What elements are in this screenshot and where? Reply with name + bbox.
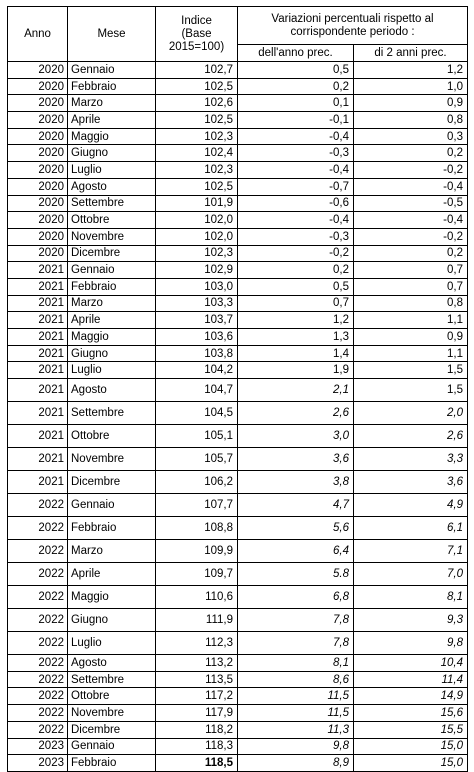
cell-anno: 2020 (8, 62, 68, 79)
cell-var-anno-prec: 9,8 (238, 738, 354, 755)
cell-var-due-anni-prec: 1,2 (354, 62, 468, 79)
cell-indice: 104,2 (156, 362, 238, 379)
cell-var-anno-prec: 1,9 (238, 362, 354, 379)
cell-anno: 2021 (8, 295, 68, 312)
cell-anno: 2022 (8, 632, 68, 655)
cell-indice: 112,3 (156, 632, 238, 655)
cell-var-due-anni-prec: 8,1 (354, 586, 468, 609)
cell-anno: 2022 (8, 494, 68, 517)
cell-var-due-anni-prec: 0,9 (354, 95, 468, 112)
cell-var-due-anni-prec: 14,9 (354, 688, 468, 705)
cell-indice: 103,8 (156, 345, 238, 362)
cell-mese: Agosto (68, 178, 156, 195)
cell-indice: 103,3 (156, 295, 238, 312)
cell-anno: 2022 (8, 688, 68, 705)
cell-var-anno-prec: 1,4 (238, 345, 354, 362)
table-row (8, 448, 468, 471)
cell-var-due-anni-prec: 0,2 (354, 145, 468, 162)
table-row (8, 609, 468, 632)
cell-anno: 2022 (8, 609, 68, 632)
table-row (8, 178, 468, 195)
cell-mese: Giugno (68, 145, 156, 162)
cell-var-anno-prec: 1,3 (238, 329, 354, 346)
cell-var-anno-prec: 0,7 (238, 295, 354, 312)
table-row (8, 78, 468, 95)
cell-var-due-anni-prec: 2,6 (354, 425, 468, 448)
cell-var-due-anni-prec: 0,8 (354, 295, 468, 312)
cell-indice: 102,3 (156, 245, 238, 262)
cell-var-anno-prec: -0,4 (238, 212, 354, 229)
cell-var-due-anni-prec: 1,1 (354, 312, 468, 329)
table-row (8, 295, 468, 312)
index-table (7, 6, 468, 772)
cell-mese: Maggio (68, 128, 156, 145)
cell-mese: Ottobre (68, 688, 156, 705)
cell-var-due-anni-prec: -0,2 (354, 228, 468, 245)
cell-mese: Novembre (68, 705, 156, 722)
cell-anno: 2022 (8, 517, 68, 540)
cell-anno: 2021 (8, 448, 68, 471)
cell-var-anno-prec: 3,8 (238, 471, 354, 494)
table-row (8, 425, 468, 448)
table-row (8, 471, 468, 494)
cell-indice: 102,3 (156, 128, 238, 145)
cell-anno: 2021 (8, 379, 68, 402)
table-row (8, 329, 468, 346)
cell-mese: Febbraio (68, 78, 156, 95)
table-body (8, 62, 468, 772)
table-row (8, 312, 468, 329)
header-anno-prec: dell'anno prec. (238, 45, 354, 62)
cell-anno: 2021 (8, 262, 68, 279)
cell-indice: 104,7 (156, 379, 238, 402)
cell-mese: Aprile (68, 112, 156, 129)
table-row (8, 128, 468, 145)
table-row (8, 494, 468, 517)
index-table-container (7, 6, 467, 772)
table-row (8, 379, 468, 402)
cell-var-anno-prec: 11,5 (238, 705, 354, 722)
cell-indice: 102,5 (156, 112, 238, 129)
cell-mese: Aprile (68, 312, 156, 329)
cell-indice: 102,5 (156, 78, 238, 95)
header-variazioni-line2: corrispondente periodo : (290, 25, 415, 38)
cell-var-due-anni-prec: 9,8 (354, 632, 468, 655)
cell-indice: 102,0 (156, 228, 238, 245)
cell-var-due-anni-prec: 1,5 (354, 362, 468, 379)
cell-var-anno-prec: -0,6 (238, 195, 354, 212)
cell-mese: Aprile (68, 563, 156, 586)
cell-indice: 101,9 (156, 195, 238, 212)
cell-anno: 2023 (8, 738, 68, 755)
table-row (8, 688, 468, 705)
cell-indice: 102,5 (156, 178, 238, 195)
cell-indice: 117,2 (156, 688, 238, 705)
cell-mese: Ottobre (68, 212, 156, 229)
cell-indice: 106,2 (156, 471, 238, 494)
cell-var-anno-prec: 8,6 (238, 671, 354, 688)
cell-indice: 103,6 (156, 329, 238, 346)
table-row (8, 262, 468, 279)
table-row (8, 563, 468, 586)
cell-indice: 118,3 (156, 738, 238, 755)
cell-anno: 2020 (8, 128, 68, 145)
cell-var-due-anni-prec: 3,3 (354, 448, 468, 471)
cell-mese: Febbraio (68, 278, 156, 295)
header-anno: Anno (8, 7, 68, 62)
cell-mese: Dicembre (68, 471, 156, 494)
cell-mese: Luglio (68, 162, 156, 179)
cell-var-anno-prec: 0,2 (238, 78, 354, 95)
cell-var-anno-prec: 0,5 (238, 62, 354, 79)
cell-indice: 102,9 (156, 262, 238, 279)
table-row (8, 278, 468, 295)
cell-var-anno-prec: -0,3 (238, 145, 354, 162)
cell-indice: 118,5 (156, 755, 238, 772)
cell-var-due-anni-prec: -0,4 (354, 178, 468, 195)
cell-anno: 2020 (8, 78, 68, 95)
header-mese: Mese (68, 7, 156, 62)
cell-var-due-anni-prec: 15,6 (354, 705, 468, 722)
cell-anno: 2020 (8, 178, 68, 195)
cell-indice: 113,2 (156, 655, 238, 672)
cell-mese: Dicembre (68, 721, 156, 738)
cell-var-anno-prec: 2,1 (238, 379, 354, 402)
table-row (8, 738, 468, 755)
header-due-anni-prec: di 2 anni prec. (354, 45, 468, 62)
cell-indice: 107,7 (156, 494, 238, 517)
cell-mese: Gennaio (68, 494, 156, 517)
table-row (8, 228, 468, 245)
table-row (8, 245, 468, 262)
table-row (8, 540, 468, 563)
header-indice-line2: (Base (181, 27, 212, 40)
cell-indice: 108,8 (156, 517, 238, 540)
cell-var-anno-prec: -0,1 (238, 112, 354, 129)
cell-var-due-anni-prec: 7,0 (354, 563, 468, 586)
cell-indice: 105,1 (156, 425, 238, 448)
cell-mese: Marzo (68, 95, 156, 112)
cell-var-due-anni-prec: 4,9 (354, 494, 468, 517)
cell-mese: Agosto (68, 655, 156, 672)
cell-var-anno-prec: -0,7 (238, 178, 354, 195)
table-row (8, 632, 468, 655)
table-row (8, 112, 468, 129)
cell-indice: 113,5 (156, 671, 238, 688)
cell-var-anno-prec: 5.8 (238, 563, 354, 586)
table-row (8, 586, 468, 609)
cell-var-anno-prec: 11,3 (238, 721, 354, 738)
cell-mese: Dicembre (68, 245, 156, 262)
cell-var-anno-prec: 5,6 (238, 517, 354, 540)
cell-var-anno-prec: 0,5 (238, 278, 354, 295)
cell-indice: 117,9 (156, 705, 238, 722)
cell-mese: Luglio (68, 362, 156, 379)
table-row (8, 345, 468, 362)
cell-anno: 2021 (8, 278, 68, 295)
cell-var-due-anni-prec: 15,0 (354, 738, 468, 755)
cell-var-anno-prec: 11,5 (238, 688, 354, 705)
cell-var-anno-prec: 0,2 (238, 262, 354, 279)
cell-var-due-anni-prec: -0,5 (354, 195, 468, 212)
cell-indice: 102,0 (156, 212, 238, 229)
cell-var-due-anni-prec: 1,5 (354, 379, 468, 402)
cell-mese: Marzo (68, 540, 156, 563)
cell-anno: 2020 (8, 112, 68, 129)
cell-mese: Agosto (68, 379, 156, 402)
cell-mese: Gennaio (68, 262, 156, 279)
cell-var-due-anni-prec: 15,0 (354, 755, 468, 772)
cell-mese: Settembre (68, 195, 156, 212)
cell-var-anno-prec: -0,2 (238, 245, 354, 262)
cell-var-due-anni-prec: 0,9 (354, 329, 468, 346)
cell-indice: 102,4 (156, 145, 238, 162)
table-row (8, 95, 468, 112)
header-indice-line1: Indice (181, 14, 212, 27)
cell-anno: 2022 (8, 563, 68, 586)
cell-var-due-anni-prec: 0,7 (354, 262, 468, 279)
cell-mese: Ottobre (68, 425, 156, 448)
cell-var-due-anni-prec: 0,7 (354, 278, 468, 295)
cell-var-due-anni-prec: 0,3 (354, 128, 468, 145)
cell-mese: Febbraio (68, 755, 156, 772)
cell-var-anno-prec: 3,0 (238, 425, 354, 448)
cell-var-anno-prec: 4,7 (238, 494, 354, 517)
cell-var-anno-prec: 8,1 (238, 655, 354, 672)
cell-anno: 2021 (8, 402, 68, 425)
cell-anno: 2022 (8, 705, 68, 722)
cell-anno: 2022 (8, 586, 68, 609)
cell-var-anno-prec: 1,2 (238, 312, 354, 329)
cell-mese: Gennaio (68, 738, 156, 755)
cell-var-due-anni-prec: 10,4 (354, 655, 468, 672)
cell-mese: Febbraio (68, 517, 156, 540)
cell-var-anno-prec: 6,8 (238, 586, 354, 609)
cell-indice: 102,3 (156, 162, 238, 179)
cell-anno: 2020 (8, 95, 68, 112)
cell-var-due-anni-prec: 0,8 (354, 112, 468, 129)
cell-indice: 111,9 (156, 609, 238, 632)
cell-mese: Settembre (68, 671, 156, 688)
cell-mese: Gennaio (68, 62, 156, 79)
cell-anno: 2021 (8, 329, 68, 346)
cell-indice: 102,6 (156, 95, 238, 112)
cell-anno: 2021 (8, 345, 68, 362)
cell-var-anno-prec: 7,8 (238, 609, 354, 632)
cell-anno: 2020 (8, 195, 68, 212)
cell-indice: 104,5 (156, 402, 238, 425)
table-row (8, 705, 468, 722)
cell-anno: 2020 (8, 245, 68, 262)
cell-var-due-anni-prec: 1,0 (354, 78, 468, 95)
table-row (8, 721, 468, 738)
cell-var-due-anni-prec: 7,1 (354, 540, 468, 563)
cell-mese: Settembre (68, 402, 156, 425)
cell-indice: 110,6 (156, 586, 238, 609)
cell-indice: 103,7 (156, 312, 238, 329)
table-row (8, 671, 468, 688)
table-row (8, 62, 468, 79)
cell-indice: 109,9 (156, 540, 238, 563)
cell-indice: 118,2 (156, 721, 238, 738)
cell-var-due-anni-prec: 6,1 (354, 517, 468, 540)
table-row (8, 195, 468, 212)
cell-mese: Novembre (68, 228, 156, 245)
cell-indice: 103,0 (156, 278, 238, 295)
table-row (8, 517, 468, 540)
header-indice-line3: 2015=100) (168, 40, 225, 53)
table-row (8, 655, 468, 672)
header-variazioni-line1: Variazioni percentuali rispetto al (271, 12, 434, 25)
cell-var-due-anni-prec: 3,6 (354, 471, 468, 494)
cell-anno: 2022 (8, 721, 68, 738)
cell-mese: Maggio (68, 586, 156, 609)
cell-var-due-anni-prec: 11,4 (354, 671, 468, 688)
cell-mese: Giugno (68, 609, 156, 632)
table-row (8, 145, 468, 162)
cell-var-due-anni-prec: 1,1 (354, 345, 468, 362)
cell-anno: 2020 (8, 145, 68, 162)
header-variazioni (238, 7, 468, 45)
cell-anno: 2023 (8, 755, 68, 772)
cell-var-due-anni-prec: 9,3 (354, 609, 468, 632)
cell-var-anno-prec: 8,9 (238, 755, 354, 772)
cell-anno: 2021 (8, 312, 68, 329)
cell-indice: 105,7 (156, 448, 238, 471)
header-indice (156, 7, 238, 62)
cell-var-anno-prec: 6,4 (238, 540, 354, 563)
cell-anno: 2022 (8, 655, 68, 672)
cell-mese: Giugno (68, 345, 156, 362)
cell-var-anno-prec: 7,8 (238, 632, 354, 655)
cell-var-due-anni-prec: 2,0 (354, 402, 468, 425)
cell-var-due-anni-prec: -0,2 (354, 162, 468, 179)
cell-mese: Luglio (68, 632, 156, 655)
cell-anno: 2021 (8, 425, 68, 448)
cell-anno: 2020 (8, 162, 68, 179)
cell-var-anno-prec: 3,6 (238, 448, 354, 471)
table-row (8, 162, 468, 179)
table-row (8, 755, 468, 772)
cell-anno: 2022 (8, 540, 68, 563)
cell-indice: 102,7 (156, 62, 238, 79)
table-row (8, 212, 468, 229)
cell-anno: 2021 (8, 471, 68, 494)
cell-anno: 2020 (8, 212, 68, 229)
cell-var-anno-prec: 2,6 (238, 402, 354, 425)
cell-indice: 109,7 (156, 563, 238, 586)
cell-var-due-anni-prec: -0,4 (354, 212, 468, 229)
cell-var-due-anni-prec: 0,2 (354, 245, 468, 262)
table-row (8, 402, 468, 425)
cell-var-anno-prec: 0,1 (238, 95, 354, 112)
cell-var-anno-prec: -0,4 (238, 128, 354, 145)
table-row (8, 362, 468, 379)
cell-var-due-anni-prec: 15,5 (354, 721, 468, 738)
cell-anno: 2022 (8, 671, 68, 688)
cell-var-anno-prec: -0,3 (238, 228, 354, 245)
cell-anno: 2020 (8, 228, 68, 245)
cell-mese: Marzo (68, 295, 156, 312)
cell-anno: 2021 (8, 362, 68, 379)
cell-var-anno-prec: -0,4 (238, 162, 354, 179)
cell-mese: Novembre (68, 448, 156, 471)
cell-mese: Maggio (68, 329, 156, 346)
